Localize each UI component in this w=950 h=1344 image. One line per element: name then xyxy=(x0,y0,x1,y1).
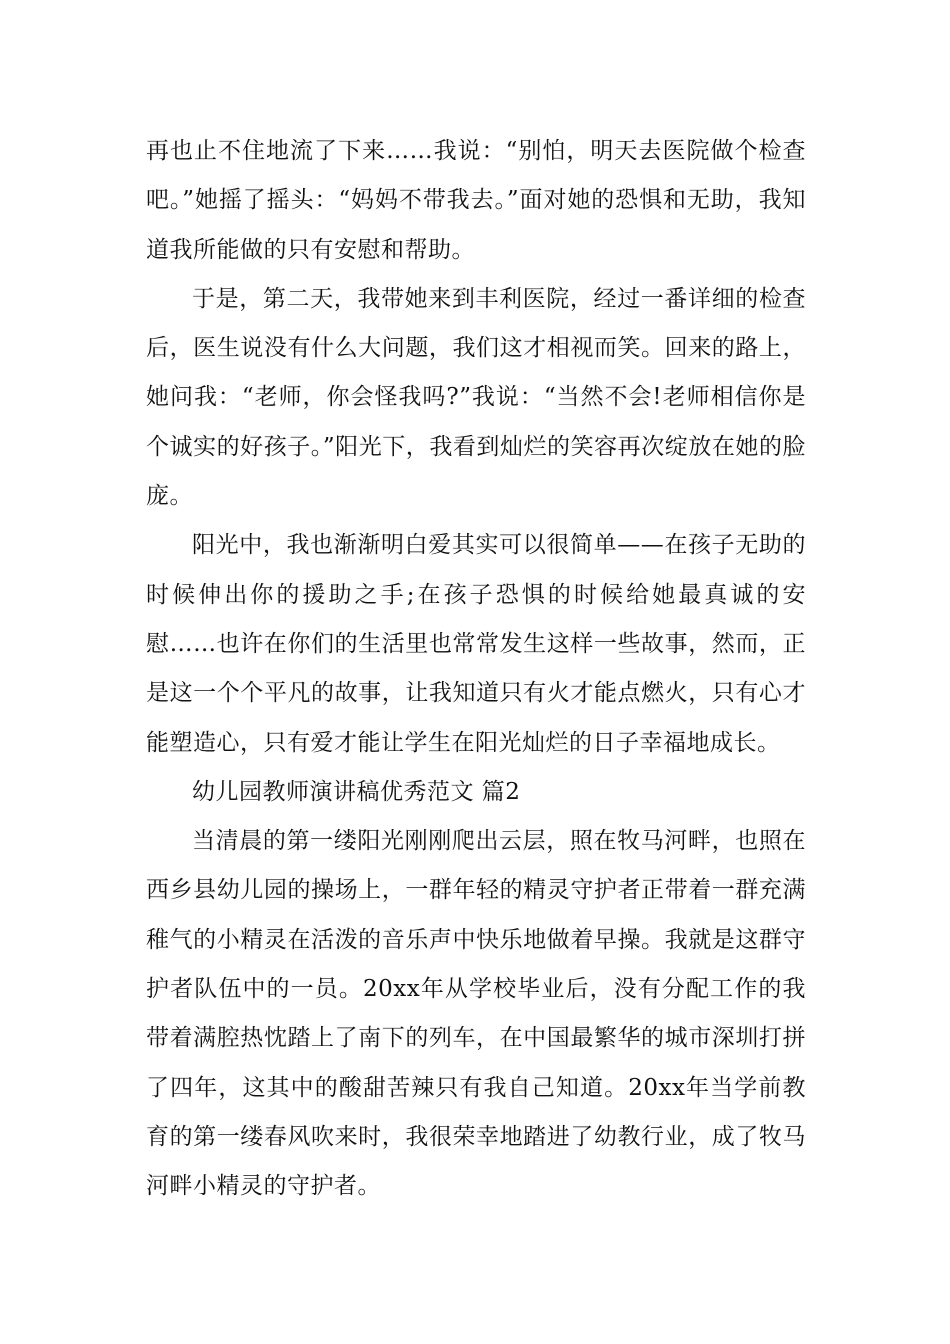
paragraph-hospital-visit: 于是，第二天，我带她来到丰利医院，经过一番详细的检查后，医生说没有什么大问题，我们这才相视而笑。回来的路上，她问我：“老师，你会怪我吗?”我说：“当然不会!老师相信你是个诚实的好孩子。”阳光下，我看到灿烂的笑容再次绽放在她的脸庞。 xyxy=(146,285,806,510)
paragraph-reflection: 阳光中，我也渐渐明白爱其实可以很简单——在孩子无助的时候伸出你的援助之手;在孩子恐惧的时候给她最真诚的安慰……也许在你们的生活里也常常发生这样一些故事，然而，正是这一个个平凡的故事，让我知道只有火才能点燃火，只有心才能塑造心，只有爱才能让学生在阳光灿烂的日子幸福地成长。 xyxy=(146,532,806,756)
document-body xyxy=(146,127,806,1212)
paragraph-continued: 再也止不住地流了下来……我说：“别怕，明天去医院做个检查吧。”她摇了摇头：“妈妈不带我去。”面对她的恐惧和无助，我知道我所能做的只有安慰和帮助。 xyxy=(146,138,806,263)
paragraph-morning-exercise: 当清晨的第一缕阳光刚刚爬出云层，照在牧马河畔，也照在西乡县幼儿园的操场上，一群年轻的精灵守护者正带着一群充满稚气的小精灵在活泼的音乐声中快乐地做着早操。我就是这群守护者队伍中的一员。20xx年从学校毕业后，没有分配工作的我带着满腔热忱踏上了南下的列车，在中国最繁华的城市深圳打拼了四年，这其中的酸甜苦辣只有我自己知道。20xx年当学前教育的第一缕春风吹来时，我很荣幸地踏进了幼教行业，成了牧马河畔小精灵的守护者。 xyxy=(146,828,806,1200)
section-heading: 幼儿园教师演讲稿优秀范文 篇2 xyxy=(192,778,521,805)
